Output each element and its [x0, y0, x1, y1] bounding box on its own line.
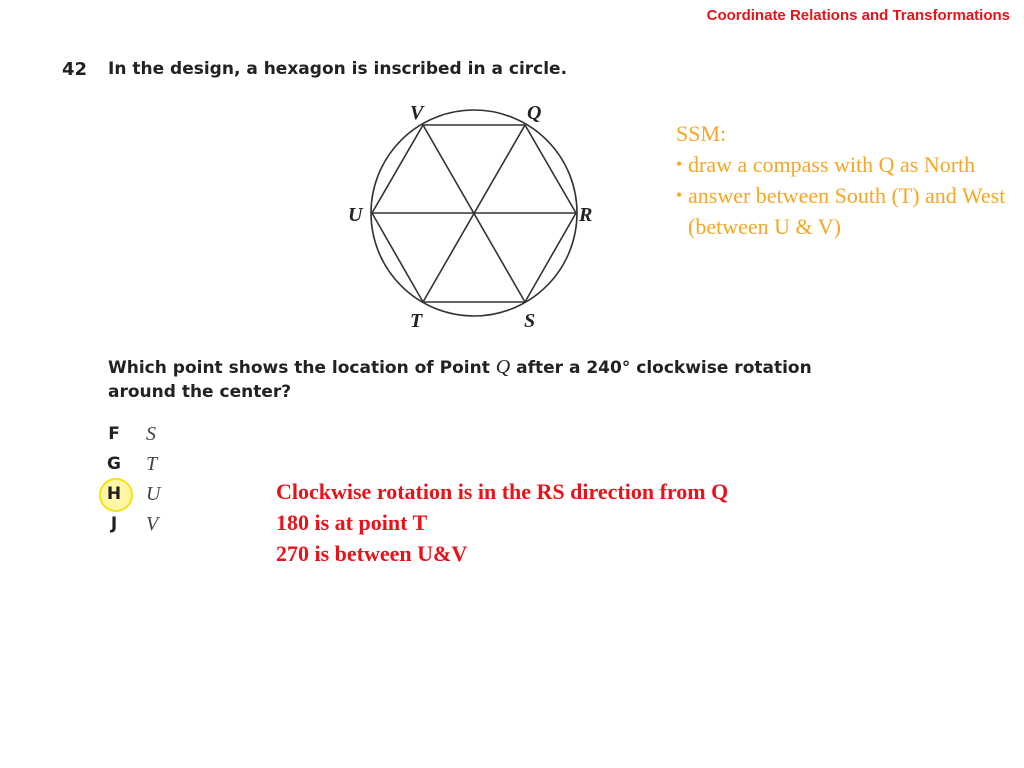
hexagon-diagram: [330, 95, 610, 335]
choice-answer: U: [146, 483, 161, 505]
ssm-item: • draw a compass with Q as North: [676, 149, 1006, 180]
choice-letter: G: [107, 454, 121, 474]
note-line: Clockwise rotation is in the RS direction from Q: [276, 479, 729, 504]
choice-letter-selected: H: [96, 479, 132, 509]
vertex-label-t: T: [410, 310, 423, 332]
question-number: 42: [62, 59, 88, 80]
prompt-variable: Q: [495, 356, 511, 378]
question-prompt: [108, 355, 868, 404]
ssm-list: [676, 149, 1006, 242]
choice-letter: F: [108, 424, 120, 444]
note-line: 180 is at point T: [276, 510, 428, 535]
choice-letter: J: [110, 514, 118, 534]
note-line: 270 is between U&V: [276, 541, 468, 566]
prompt-text-before: Which point shows the location of Point: [108, 358, 496, 378]
header-title: Coordinate Relations and Transformations: [706, 7, 1010, 24]
ssm-notes: [676, 118, 1006, 242]
rotation-note: [276, 476, 728, 569]
vertex-label-q: Q: [527, 102, 542, 124]
vertex-label-s: S: [524, 310, 536, 332]
vertex-label-v: V: [410, 102, 424, 124]
ssm-item: • answer between South (T) and West (between U & V): [676, 180, 1006, 242]
ssm-title: SSM:: [676, 121, 727, 146]
vertex-label-r: R: [579, 204, 593, 226]
prompt-text-after: after a 240° clockwise rotation around the center?: [108, 358, 812, 402]
choice-answer: T: [146, 453, 158, 475]
choice-answer: V: [146, 513, 159, 535]
choice-answer: S: [146, 423, 156, 445]
question-stem: In the design, a hexagon is inscribed in a circle.: [108, 59, 568, 79]
vertex-label-u: U: [348, 204, 363, 226]
